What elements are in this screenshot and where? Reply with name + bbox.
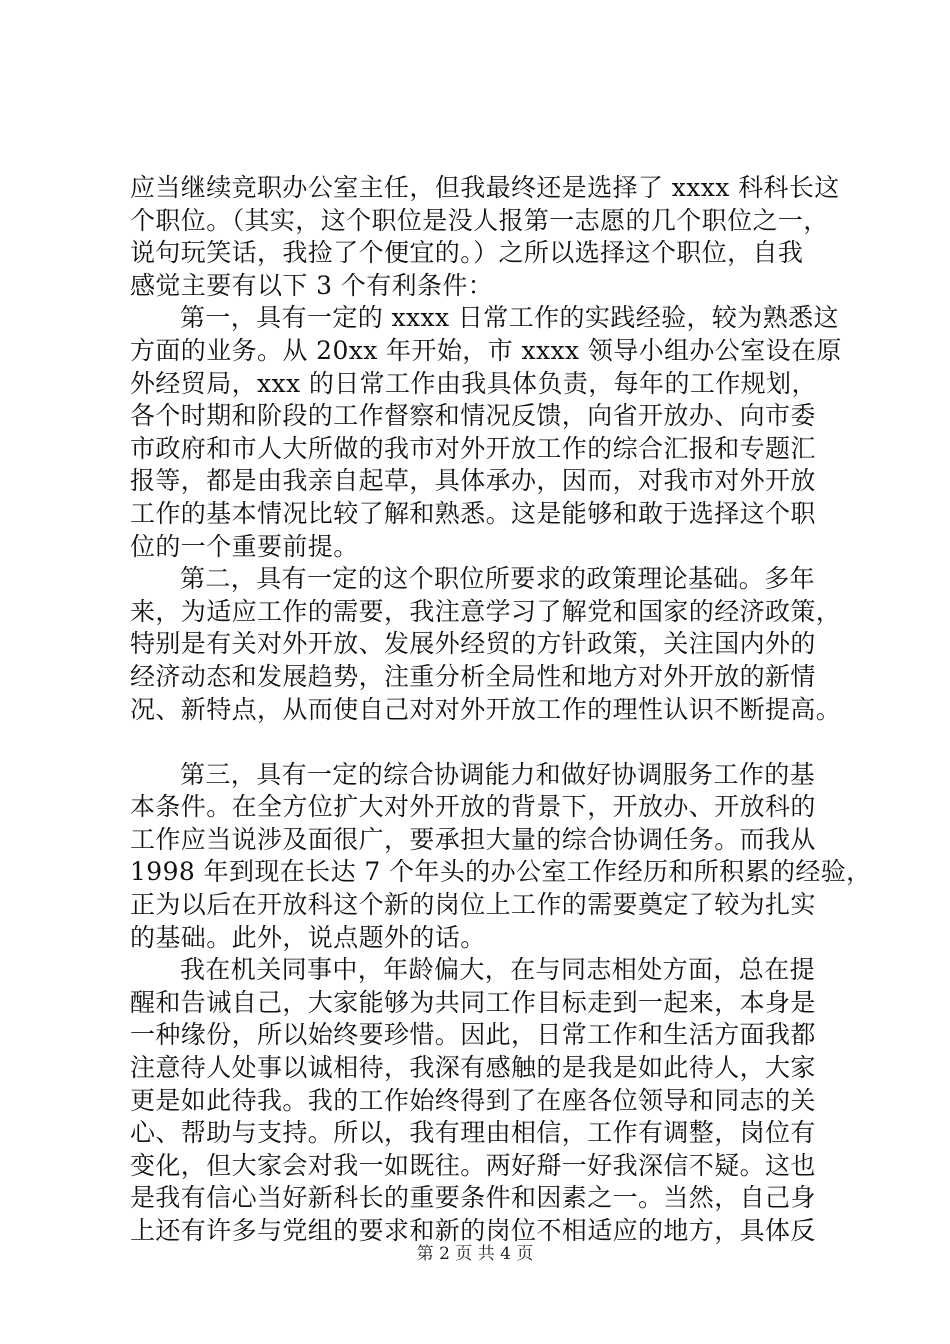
text-line: 感觉主要有以下 3 个有利条件： [130, 270, 494, 300]
text-line: 工作的基本情况比较了解和熟悉。这是能够和敢于选择这个职 [130, 498, 816, 528]
text-line: 经济动态和发展趋势，注重分析全局性和地方对外开放的新情 [130, 661, 816, 691]
text-line: 1998 年到现在长达 7 个年头的办公室工作经历和所积累的经验， [130, 857, 872, 887]
blank-line [130, 726, 830, 759]
paragraph-first-line: 我在机关同事中，年龄偏大，在与同志相处方面，总在提 [180, 955, 816, 985]
text-line: 方面的业务。从 20xx 年开始，市 xxxx 领导小组办公室设在原 [130, 335, 842, 365]
text-line: 位的一个重要前提。 [130, 531, 359, 561]
text-line: 是我有信心当好新科长的重要条件和因素之一。当然，自己身 [130, 1183, 816, 1213]
text-line: 上还有许多与党组的要求和新的岗位不相适应的地方，具体反 [130, 1216, 816, 1245]
text-line: 醒和告诫自己，大家能够为共同工作目标走到一起来，本身是 [130, 987, 816, 1017]
document-body [130, 172, 872, 1248]
text-line: 工作应当说涉及面很广，要承担大量的综合协调任务。而我从 [130, 824, 816, 854]
text-line: 个职位。（其实，这个职位是没人报第一志愿的几个职位之一， [130, 205, 829, 235]
text-line: 报等，都是由我亲自起草，具体承办，因而，对我市对外开放 [130, 466, 816, 496]
text-line: 况、新特点，从而使自己对对外开放工作的理性认识不断提高。 [130, 694, 842, 724]
text-line: 来，为适应工作的需要，我注意学习了解党和国家的经济政策， [130, 596, 842, 626]
text-line: 特别是有关对外开放、发展外经贸的方针政策，关注国内外的 [130, 629, 816, 659]
text-line: 一种缘份，所以始终要珍惜。因此，日常工作和生活方面我都 [130, 1020, 816, 1050]
text-line: 注意待人处事以诚相待，我深有感触的是我是如此待人，大家 [130, 1053, 816, 1083]
text-line: 更是如此待我。我的工作始终得到了在座各位领导和同志的关 [130, 1085, 816, 1115]
text-line: 本条件。在全方位扩大对外开放的背景下，开放办、开放科的 [130, 792, 816, 822]
text-line: 的基础。此外，说点题外的话。 [130, 922, 486, 952]
paragraph-first-line: 第三，具有一定的综合协调能力和做好协调服务工作的基 [180, 759, 816, 789]
text-line: 应当继续竞职办公室主任，但我最终还是选择了 xxxx 科科长这 [130, 173, 840, 202]
text-line: 正为以后在开放科这个新的岗位上工作的需要奠定了较为扎实 [130, 890, 816, 920]
text-line: 市政府和市人大所做的我市对外开放工作的综合汇报和专题汇 [130, 433, 816, 463]
paragraph-first-line: 第二，具有一定的这个职位所要求的政策理论基础。多年 [180, 564, 816, 594]
text-line: 各个时期和阶段的工作督察和情况反馈，向省开放办、向市委 [130, 401, 816, 431]
text-line: 心、帮助与支持。所以，我有理由相信，工作有调整，岗位有 [130, 1118, 816, 1148]
text-line: 变化，但大家会对我一如既往。两好搿一好我深信不疑。这也 [130, 1150, 816, 1180]
text-line: 说句玩笑话，我捡了个便宜的。）之所以选择这个职位，自我 [130, 238, 804, 268]
paragraph-first-line: 第一，具有一定的 xxxx 日常工作的实践经验，较为熟悉这 [180, 303, 839, 333]
text-line: 外经贸局，xxx 的日常工作由我具体负责，每年的工作规划， [130, 368, 817, 398]
page-footer: 第 2 页 共 4 页 [416, 1244, 534, 1264]
